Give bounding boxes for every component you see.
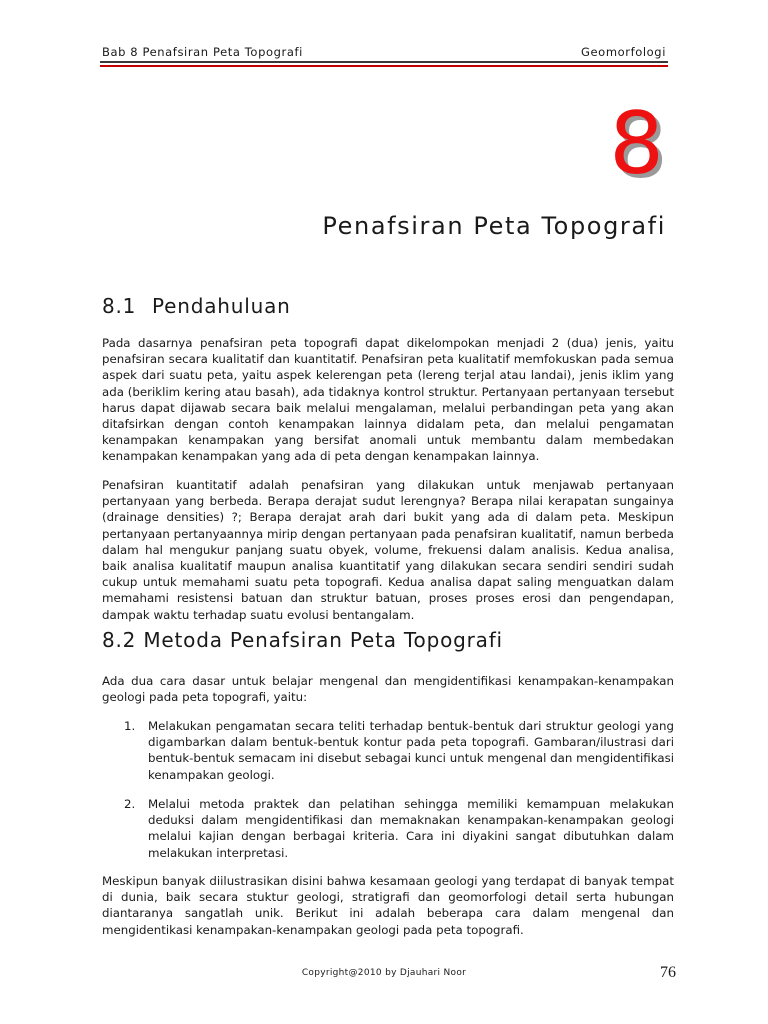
footer-copyright: Copyright@2010 by Djauhari Noor (301, 968, 467, 978)
paragraph-metoda-closing: Meskipun banyak diilustrasikan disini bahwa kesamaan geologi yang terdapat di banyak tempat di dunia, baik secara stuktur geologi, stratigrafi dan geomorfologi detail serta hubungan diantaranya sangatlah unik. Berikut ini adalah beberapa cara dalam mengenal dan mengidentikasi kenampakan-kenampakan geologi pada peta topografi. (102, 874, 674, 937)
list-marker: 2. (124, 797, 136, 811)
header-rule-red (100, 65, 668, 67)
running-header (102, 43, 666, 59)
chapter-number: 8 (609, 94, 664, 194)
section-title: Pendahuluan (152, 294, 291, 318)
list-item (102, 718, 674, 783)
header-rule-dark (100, 61, 668, 63)
paragraph-pendahuluan-1: Pada dasarnya penafsiran peta topografi dapat dikelompokan menjadi 2 (dua) jenis, yaitu penafsiran secara kualitatif dan kuantitatif. Penafsiran peta kualitatif memfokuskan pada semua aspek dari suatu peta, yaitu aspek kelerengan peta (lereng terjal atau landai), jenis iklim yang ada (beriklim kering atau basah), ada tidaknya kontrol struktur. Pertanyaan pertanyaan tersebut harus dapat dijawab secara baik melalui mengalaman, melalui perbandingan peta yang akan ditafsirkan dengan contoh kenampakan lainnya didalam peta, dan melalui pengamatan kenampakan kenampakan yang bersifat anomali untuk membantu dalam membedakan kenampakan kenampakan yang ada di peta dengan kenampakan lainnya. (102, 336, 674, 464)
list-item (102, 796, 674, 861)
section-heading-8-2: 8.2 Metoda Penafsiran Peta Topografi (102, 628, 503, 652)
list-item-text: Melalui metoda praktek dan pelatihan sehingga memiliki kemampuan melakukan deduksi dalam mengidentifikasi dan memaknakan kenampakan-kenampakan geologi melalui kajian dengan berbagai kriteria. Cara ini diyakini sangat dibutuhkan dalam melakukan interpretasi. (148, 797, 674, 860)
header-subject-label: Geomorfologi (581, 45, 666, 59)
section-number: 8.1 (102, 294, 137, 318)
chapter-title: Penafsiran Peta Topografi (322, 212, 666, 240)
section-heading-8-1 (102, 294, 291, 318)
paragraph-pendahuluan-2: Penafsiran kuantitatif adalah penafsiran yang dilakukan untuk menjawab pertanyaan pertanyaan yang berbeda. Berapa derajat sudut lerengnya? Berapa nilai kerapatan sungainya (drainage densities) ?; Berapa derajat arah dari bukit yang ada di dalam peta. Meskipun pertanyaan pertanyaannya mirip dengan pertanyaan pada penafsiran kualitatif, namun berbeda dalam hal mengukur panjang suatu obyek, volume, frekuensi dalam analisis. Kedua analisa, baik analisa kualitatif maupun analisa kuantitatif yang dilakukan secara sendiri sendiri sudah cukup untuk memahami suatu peta topografi. Kedua analisa dapat saling menguatkan dalam memahami resistensi batuan dan struktur batuan, proses proses erosi dan pengendapan, dampak waktu terhadap suatu evolusi bentangalam. (102, 478, 674, 622)
list-item-text: Melakukan pengamatan secara teliti terhadap bentuk-bentuk dari struktur geologi yang digambarkan dalam bentuk-bentuk kontur pada peta topografi. Gambaran/ilustrasi dari bentuk-bentuk semacam ini disebut sebagai kunci untuk mengenal dan mengidentifikasi kenampakan geologi. (148, 719, 674, 782)
paragraph-metoda-intro: Ada dua cara dasar untuk belajar mengenal dan mengidentifikasi kenampakan-kenampakan geologi pada peta topografi, yaitu: (102, 674, 674, 705)
list-marker: 1. (124, 719, 136, 733)
page-number: 76 (660, 964, 676, 981)
header-chapter-label: Bab 8 Penafsiran Peta Topografi (102, 45, 303, 59)
